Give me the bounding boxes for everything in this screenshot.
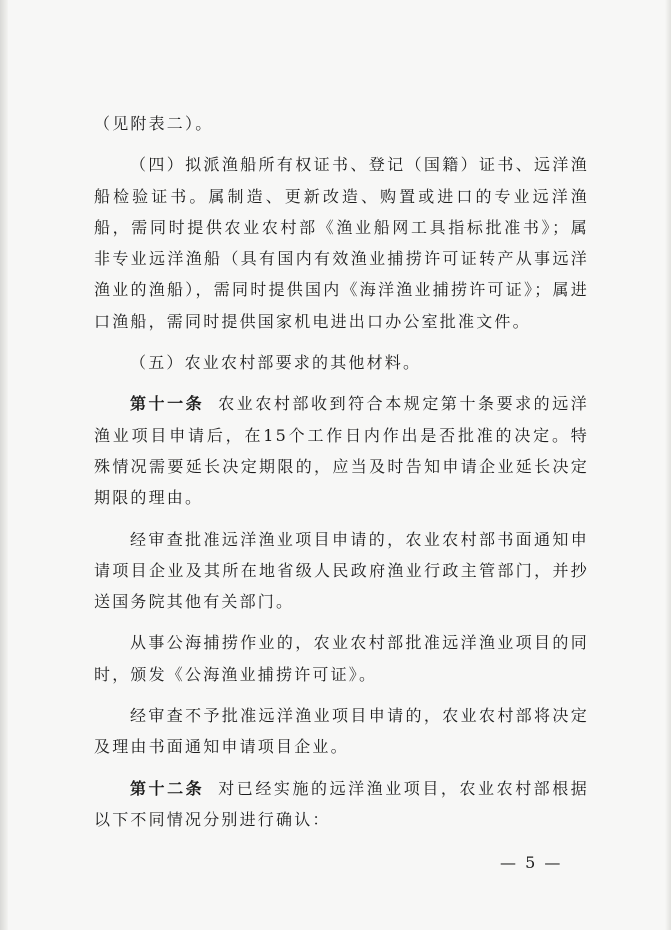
paragraph-attachment-ref xyxy=(94,108,589,139)
paragraph-high-seas-license xyxy=(94,627,589,690)
paragraph-item-5 xyxy=(94,347,589,378)
page-number: — 5 — xyxy=(500,853,563,872)
document-body xyxy=(94,108,589,835)
article-12 xyxy=(94,773,589,836)
paragraph-text: （四）拟派渔船所有权证书、登记（国籍）证书、远洋渔船检验证书。属制造、更新改造、购置或进口的专业远洋渔船，需同时提供农业农村部《渔业船网工具指标批准书》；属非专业远洋渔船（具有国内有效渔业捕捞许可证转产从事远洋渔业的渔船），需同时提供国内《海洋渔业捕捞许可证》；属进口渔船，需同时提供国家机电进出口办公室批准文件。 xyxy=(94,155,589,331)
article-heading: 第十一条 xyxy=(130,394,205,414)
paragraph-text: 经审查批准远洋渔业项目申请的，农业农村部书面通知申请项目企业及其所在地省级人民政府渔业行政主管部门，并抄送国务院其他有关部门。 xyxy=(94,529,589,612)
paragraph-text: 对已经实施的远洋渔业项目，农业农村部根据以下不同情况分别进行确认： xyxy=(94,778,589,829)
paragraph-text: （见附表二）。 xyxy=(94,114,214,133)
page-right-edge xyxy=(665,0,671,930)
paragraph-rejection-notice xyxy=(94,700,589,763)
paragraph-text: 经审查不予批准远洋渔业项目申请的，农业农村部将决定及理由书面通知申请项目企业。 xyxy=(94,706,589,757)
paragraph-text: （五）农业农村部要求的其他材料。 xyxy=(130,353,422,373)
paragraph-text: 从事公海捕捞作业的，农业农村部批准远洋渔业项目的同时，颁发《公海渔业捕捞许可证》。 xyxy=(94,633,589,684)
paragraph-approval-notice xyxy=(94,524,589,618)
paragraph-text: 农业农村部收到符合本规定第十条要求的远洋渔业项目申请后，在15个工作日内作出是否批准的决定。特殊情况需要延长决定期限的，应当及时告知申请企业延长决定期限的理由。 xyxy=(94,394,589,508)
paragraph-item-4 xyxy=(94,149,589,337)
article-heading: 第十二条 xyxy=(130,778,205,798)
page-binding-edge xyxy=(0,0,8,930)
article-11 xyxy=(94,388,589,513)
